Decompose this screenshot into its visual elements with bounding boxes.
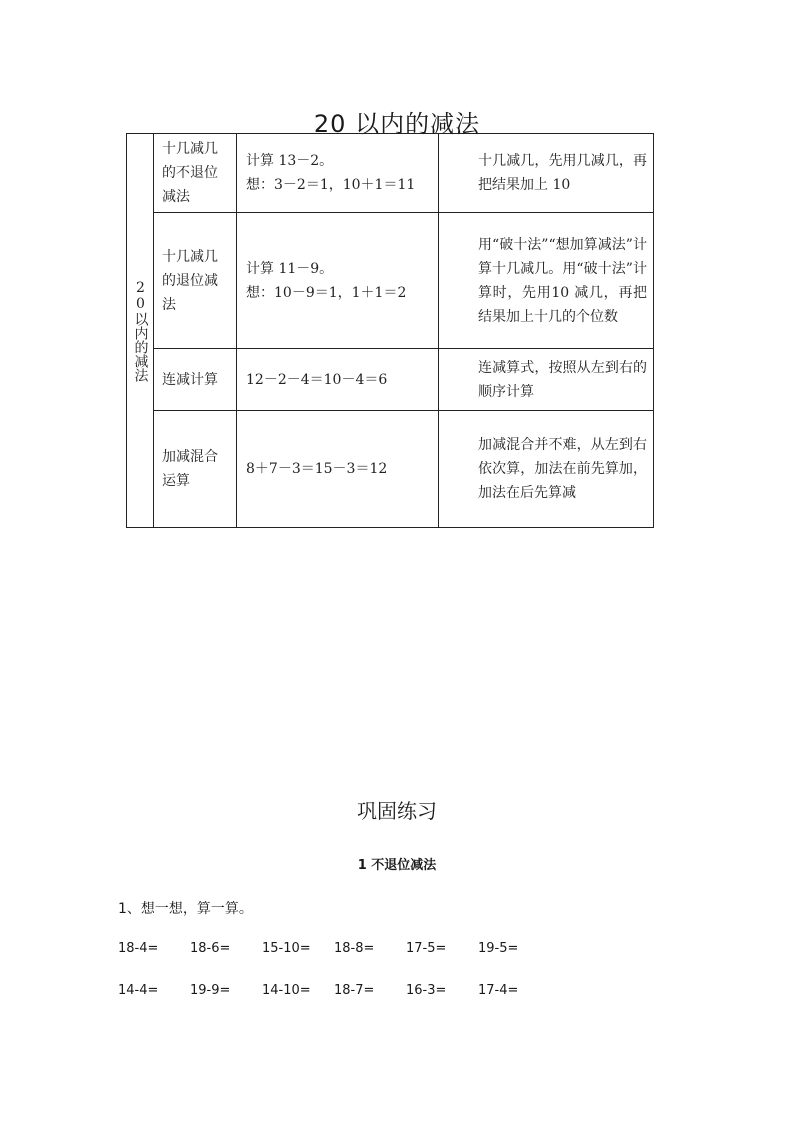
- table-row: [127, 134, 654, 213]
- problem-item: 17-5=: [406, 941, 447, 956]
- practice-subtitle: 1 不退位减法: [357, 858, 437, 873]
- problem-row: [118, 983, 550, 998]
- problem-item: 19-9=: [190, 983, 231, 998]
- example-cell: 8＋7－3＝15－3＝12: [237, 411, 439, 528]
- summary-table: [126, 133, 654, 528]
- topic-cell: 连减计算: [154, 349, 237, 411]
- topic-cell: 十几减几 的不退位 减法: [154, 134, 237, 213]
- problem-item: 14-10=: [262, 983, 311, 998]
- category-label: 20以内的减法: [132, 279, 149, 382]
- note-cell: 加减混合并不难，从左到右依次算，加法在前先算加，加法在后先算减: [439, 411, 654, 528]
- category-cell: [127, 134, 154, 528]
- practice-title: 巩固练习: [357, 799, 437, 823]
- note-cell: 连减算式，按照从左到右的顺序计算: [439, 349, 654, 411]
- problem-item: 18-7=: [334, 983, 375, 998]
- problem-item: 17-4=: [478, 983, 519, 998]
- practice-instruction: 1、想一想，算一算。: [118, 901, 253, 917]
- topic-cell: 加减混合 运算: [154, 411, 237, 528]
- problem-item: 19-5=: [478, 941, 519, 956]
- table-row: [127, 213, 654, 349]
- example-cell: 12－2－4＝10－4＝6: [237, 349, 439, 411]
- note-cell: 十几减几，先用几减几，再把结果加上 10: [439, 134, 654, 213]
- problem-row: [118, 941, 550, 956]
- problem-item: 15-10=: [262, 941, 311, 956]
- note-cell: 用“破十法”“想加算减法”计算十几减几。用“破十法”计算时，先用10 减几，再把结果加上十几的个位数: [439, 213, 654, 349]
- table-row: [127, 411, 654, 528]
- example-cell: 计算 11－9。 想：10－9＝1，1＋1＝2: [237, 213, 439, 349]
- example-cell: 计算 13－2。 想：3－2＝1，10＋1＝11: [237, 134, 439, 213]
- topic-cell: 十几减几 的退位减 法: [154, 213, 237, 349]
- table-row: [127, 349, 654, 411]
- page-title: 20 以内的减法: [313, 110, 481, 138]
- problem-item: 18-6=: [190, 941, 231, 956]
- problem-item: 14-4=: [118, 983, 159, 998]
- problem-item: 18-8=: [334, 941, 375, 956]
- problem-item: 16-3=: [406, 983, 447, 998]
- problem-item: 18-4=: [118, 941, 159, 956]
